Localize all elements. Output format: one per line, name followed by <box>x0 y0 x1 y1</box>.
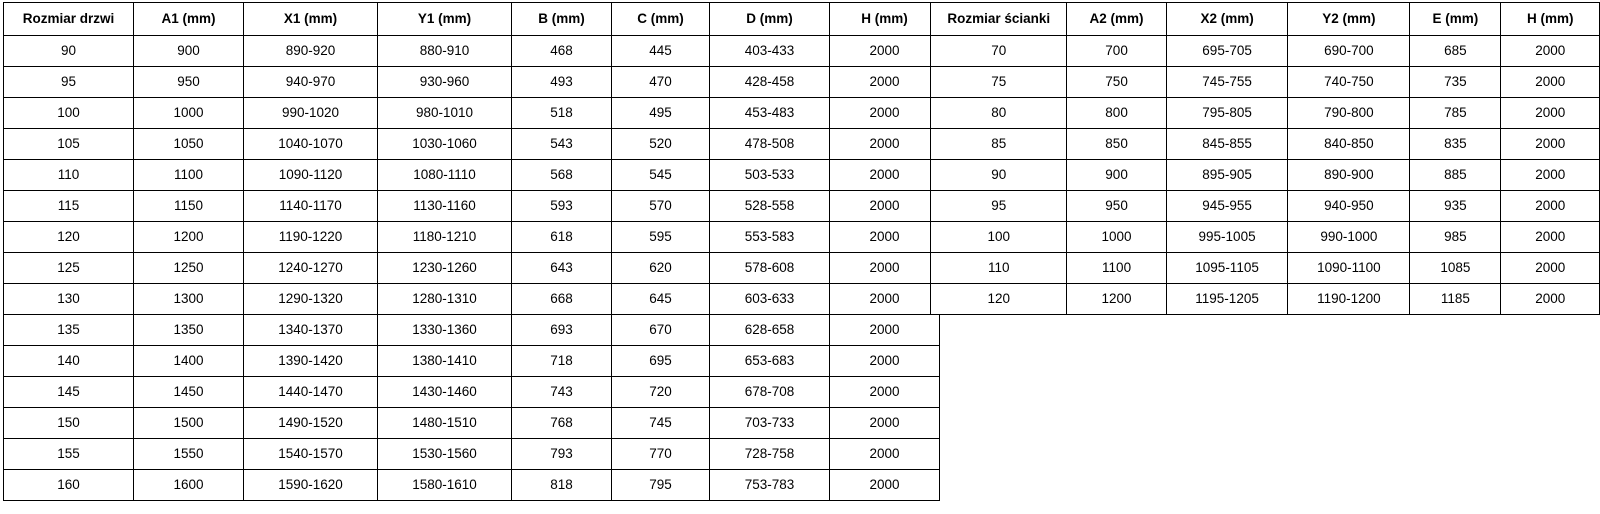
cell: 790-800 <box>1288 98 1410 129</box>
doors-table-body <box>4 36 940 501</box>
walls-specification-table <box>930 2 1600 315</box>
cell: 520 <box>612 129 710 160</box>
cell: 2000 <box>830 284 940 315</box>
cell: 643 <box>512 253 612 284</box>
cell: 885 <box>1410 160 1501 191</box>
cell: 2000 <box>1501 67 1600 98</box>
cell: 2000 <box>1501 98 1600 129</box>
cell: 2000 <box>830 377 940 408</box>
cell: 950 <box>1067 191 1166 222</box>
cell: 880-910 <box>378 36 512 67</box>
cell: 1130-1160 <box>378 191 512 222</box>
cell: 1200 <box>134 222 244 253</box>
walls-specification-table-container <box>930 2 1600 315</box>
column-header-y2: Y2 (mm) <box>1288 3 1410 36</box>
cell: 1100 <box>1067 253 1166 284</box>
cell: 835 <box>1410 129 1501 160</box>
cell: 930-960 <box>378 67 512 98</box>
cell: 1180-1210 <box>378 222 512 253</box>
cell: 120 <box>931 284 1067 315</box>
cell: 795-805 <box>1166 98 1288 129</box>
cell: 2000 <box>1501 191 1600 222</box>
cell: 720 <box>612 377 710 408</box>
cell: 695-705 <box>1166 36 1288 67</box>
cell: 528-558 <box>710 191 830 222</box>
cell: 95 <box>4 67 134 98</box>
cell: 1085 <box>1410 253 1501 284</box>
table-row <box>4 98 940 129</box>
cell: 690-700 <box>1288 36 1410 67</box>
cell: 2000 <box>830 470 940 501</box>
cell: 1390-1420 <box>244 346 378 377</box>
table-row <box>4 253 940 284</box>
cell: 595 <box>612 222 710 253</box>
cell: 110 <box>4 160 134 191</box>
cell: 1100 <box>134 160 244 191</box>
cell: 1380-1410 <box>378 346 512 377</box>
column-header-d: D (mm) <box>710 3 830 36</box>
cell: 985 <box>1410 222 1501 253</box>
cell: 670 <box>612 315 710 346</box>
cell: 1330-1360 <box>378 315 512 346</box>
cell: 2000 <box>1501 284 1600 315</box>
cell: 1200 <box>1067 284 1166 315</box>
table-row <box>4 470 940 501</box>
cell: 543 <box>512 129 612 160</box>
cell: 740-750 <box>1288 67 1410 98</box>
cell: 1500 <box>134 408 244 439</box>
table-row <box>4 408 940 439</box>
cell: 1300 <box>134 284 244 315</box>
cell: 1030-1060 <box>378 129 512 160</box>
table-row <box>931 129 1600 160</box>
cell: 553-583 <box>710 222 830 253</box>
table-row <box>931 191 1600 222</box>
cell: 468 <box>512 36 612 67</box>
table-row <box>4 222 940 253</box>
cell: 518 <box>512 98 612 129</box>
cell: 2000 <box>830 222 940 253</box>
cell: 2000 <box>1501 129 1600 160</box>
cell: 2000 <box>830 98 940 129</box>
table-row <box>4 377 940 408</box>
cell: 1450 <box>134 377 244 408</box>
cell: 1490-1520 <box>244 408 378 439</box>
cell: 2000 <box>830 346 940 377</box>
cell: 155 <box>4 439 134 470</box>
cell: 700 <box>1067 36 1166 67</box>
cell: 685 <box>1410 36 1501 67</box>
table-row <box>4 439 940 470</box>
column-header-x1: X1 (mm) <box>244 3 378 36</box>
cell: 900 <box>1067 160 1166 191</box>
cell: 2000 <box>1501 160 1600 191</box>
cell: 718 <box>512 346 612 377</box>
cell: 1280-1310 <box>378 284 512 315</box>
cell: 1440-1470 <box>244 377 378 408</box>
cell: 900 <box>134 36 244 67</box>
cell: 120 <box>4 222 134 253</box>
cell: 2000 <box>830 439 940 470</box>
cell: 785 <box>1410 98 1501 129</box>
cell: 1140-1170 <box>244 191 378 222</box>
cell: 840-850 <box>1288 129 1410 160</box>
cell: 503-533 <box>710 160 830 191</box>
cell: 1050 <box>134 129 244 160</box>
cell: 90 <box>4 36 134 67</box>
table-row <box>4 315 940 346</box>
cell: 2000 <box>830 191 940 222</box>
cell: 1150 <box>134 191 244 222</box>
column-header-h: H (mm) <box>1501 3 1600 36</box>
cell: 703-733 <box>710 408 830 439</box>
cell: 1550 <box>134 439 244 470</box>
column-header-b: B (mm) <box>512 3 612 36</box>
cell: 935 <box>1410 191 1501 222</box>
cell: 1080-1110 <box>378 160 512 191</box>
cell: 145 <box>4 377 134 408</box>
column-header-rozmiar-drzwi: Rozmiar drzwi <box>4 3 134 36</box>
cell: 603-633 <box>710 284 830 315</box>
cell: 90 <box>931 160 1067 191</box>
cell: 478-508 <box>710 129 830 160</box>
cell: 800 <box>1067 98 1166 129</box>
table-row <box>931 36 1600 67</box>
cell: 578-608 <box>710 253 830 284</box>
cell: 2000 <box>830 253 940 284</box>
cell: 470 <box>612 67 710 98</box>
cell: 85 <box>931 129 1067 160</box>
cell: 1185 <box>1410 284 1501 315</box>
cell: 693 <box>512 315 612 346</box>
table-row <box>4 67 940 98</box>
cell: 950 <box>134 67 244 98</box>
cell: 980-1010 <box>378 98 512 129</box>
cell: 135 <box>4 315 134 346</box>
cell: 568 <box>512 160 612 191</box>
column-header-a1: A1 (mm) <box>134 3 244 36</box>
table-row <box>931 67 1600 98</box>
table-row <box>4 129 940 160</box>
table-row <box>4 346 940 377</box>
cell: 1090-1100 <box>1288 253 1410 284</box>
cell: 80 <box>931 98 1067 129</box>
cell: 678-708 <box>710 377 830 408</box>
cell: 745 <box>612 408 710 439</box>
column-header-c: C (mm) <box>612 3 710 36</box>
table-row <box>931 98 1600 129</box>
cell: 2000 <box>1501 36 1600 67</box>
table-header-row <box>931 3 1600 36</box>
cell: 770 <box>612 439 710 470</box>
walls-table-header <box>931 3 1600 36</box>
column-header-e: E (mm) <box>1410 3 1501 36</box>
cell: 750 <box>1067 67 1166 98</box>
cell: 1480-1510 <box>378 408 512 439</box>
cell: 795 <box>612 470 710 501</box>
cell: 1290-1320 <box>244 284 378 315</box>
cell: 1190-1220 <box>244 222 378 253</box>
cell: 1250 <box>134 253 244 284</box>
cell: 845-855 <box>1166 129 1288 160</box>
cell: 110 <box>931 253 1067 284</box>
cell: 2000 <box>830 315 940 346</box>
cell: 1230-1260 <box>378 253 512 284</box>
cell: 745-755 <box>1166 67 1288 98</box>
cell: 940-970 <box>244 67 378 98</box>
column-header-x2: X2 (mm) <box>1166 3 1288 36</box>
cell: 70 <box>931 36 1067 67</box>
cell: 428-458 <box>710 67 830 98</box>
cell: 728-758 <box>710 439 830 470</box>
cell: 645 <box>612 284 710 315</box>
doors-table-header <box>4 3 940 36</box>
cell: 453-483 <box>710 98 830 129</box>
cell: 1190-1200 <box>1288 284 1410 315</box>
cell: 990-1020 <box>244 98 378 129</box>
column-header-rozmiar-scianki: Rozmiar ścianki <box>931 3 1067 36</box>
cell: 545 <box>612 160 710 191</box>
cell: 1600 <box>134 470 244 501</box>
table-row <box>931 222 1600 253</box>
cell: 990-1000 <box>1288 222 1410 253</box>
cell: 1000 <box>134 98 244 129</box>
cell: 1530-1560 <box>378 439 512 470</box>
column-header-a2: A2 (mm) <box>1067 3 1166 36</box>
cell: 100 <box>931 222 1067 253</box>
cell: 945-955 <box>1166 191 1288 222</box>
cell: 75 <box>931 67 1067 98</box>
table-row <box>4 284 940 315</box>
cell: 140 <box>4 346 134 377</box>
cell: 493 <box>512 67 612 98</box>
doors-specification-table-container <box>3 2 940 501</box>
cell: 1240-1270 <box>244 253 378 284</box>
cell: 895-905 <box>1166 160 1288 191</box>
cell: 105 <box>4 129 134 160</box>
cell: 445 <box>612 36 710 67</box>
cell: 793 <box>512 439 612 470</box>
cell: 1430-1460 <box>378 377 512 408</box>
cell: 735 <box>1410 67 1501 98</box>
cell: 940-950 <box>1288 191 1410 222</box>
cell: 495 <box>612 98 710 129</box>
cell: 768 <box>512 408 612 439</box>
cell: 628-658 <box>710 315 830 346</box>
cell: 618 <box>512 222 612 253</box>
cell: 2000 <box>830 160 940 191</box>
cell: 995-1005 <box>1166 222 1288 253</box>
cell: 2000 <box>1501 222 1600 253</box>
cell: 1540-1570 <box>244 439 378 470</box>
cell: 1340-1370 <box>244 315 378 346</box>
cell: 115 <box>4 191 134 222</box>
cell: 1040-1070 <box>244 129 378 160</box>
cell: 125 <box>4 253 134 284</box>
table-row <box>931 284 1600 315</box>
cell: 890-920 <box>244 36 378 67</box>
cell: 2000 <box>830 129 940 160</box>
table-row <box>931 253 1600 284</box>
column-header-y1: Y1 (mm) <box>378 3 512 36</box>
cell: 160 <box>4 470 134 501</box>
cell: 593 <box>512 191 612 222</box>
cell: 620 <box>612 253 710 284</box>
cell: 653-683 <box>710 346 830 377</box>
cell: 1000 <box>1067 222 1166 253</box>
cell: 668 <box>512 284 612 315</box>
cell: 1350 <box>134 315 244 346</box>
cell: 743 <box>512 377 612 408</box>
doors-specification-table <box>3 2 940 501</box>
cell: 570 <box>612 191 710 222</box>
table-header-row <box>4 3 940 36</box>
cell: 100 <box>4 98 134 129</box>
cell: 150 <box>4 408 134 439</box>
cell: 1590-1620 <box>244 470 378 501</box>
cell: 1400 <box>134 346 244 377</box>
cell: 2000 <box>1501 253 1600 284</box>
cell: 890-900 <box>1288 160 1410 191</box>
walls-table-body <box>931 36 1600 315</box>
cell: 695 <box>612 346 710 377</box>
cell: 818 <box>512 470 612 501</box>
cell: 2000 <box>830 67 940 98</box>
cell: 95 <box>931 191 1067 222</box>
table-row <box>4 36 940 67</box>
cell: 1095-1105 <box>1166 253 1288 284</box>
column-header-h: H (mm) <box>830 3 940 36</box>
table-row <box>4 191 940 222</box>
cell: 2000 <box>830 36 940 67</box>
table-row <box>931 160 1600 191</box>
cell: 753-783 <box>710 470 830 501</box>
table-row <box>4 160 940 191</box>
cell: 1195-1205 <box>1166 284 1288 315</box>
cell: 850 <box>1067 129 1166 160</box>
cell: 1090-1120 <box>244 160 378 191</box>
cell: 403-433 <box>710 36 830 67</box>
cell: 1580-1610 <box>378 470 512 501</box>
cell: 2000 <box>830 408 940 439</box>
cell: 130 <box>4 284 134 315</box>
